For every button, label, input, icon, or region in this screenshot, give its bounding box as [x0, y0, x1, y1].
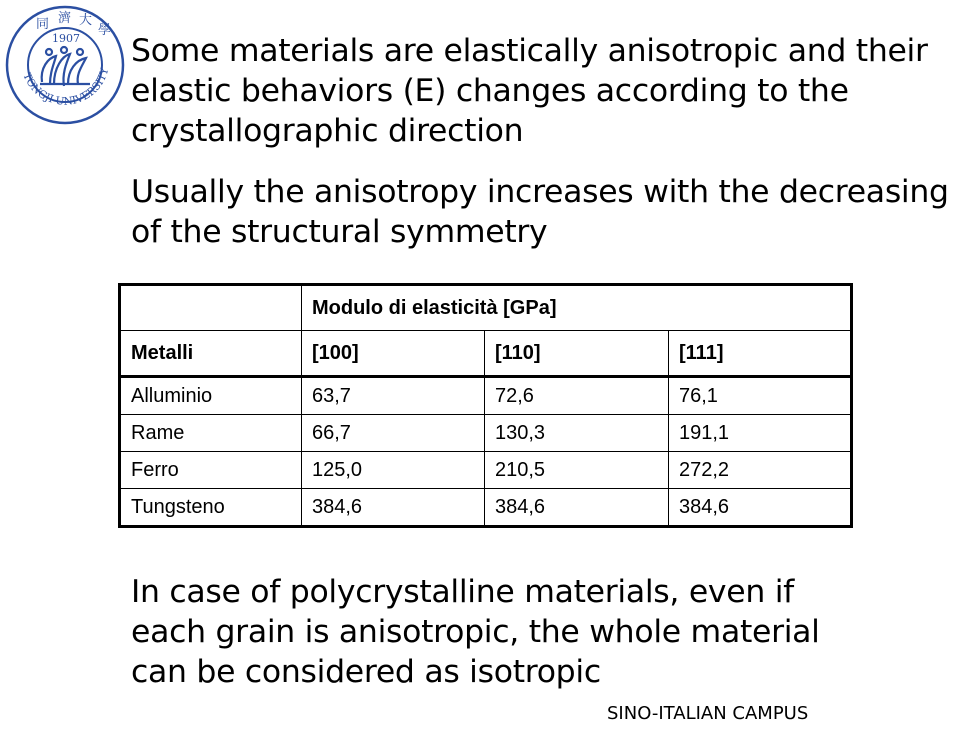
intro-paragraph — [131, 31, 928, 151]
table-cell: 125,0 — [302, 452, 485, 489]
logo-ring-text: TONGJI UNIVERSITY — [20, 66, 112, 108]
table-header-cell: [110] — [485, 331, 669, 377]
table-header-row — [120, 331, 852, 377]
table-header-cell: [111] — [669, 331, 852, 377]
text-line: crystallographic direction — [131, 113, 524, 149]
table-cell: 72,6 — [485, 377, 669, 415]
table-cell: 130,3 — [485, 415, 669, 452]
tongji-university-logo — [4, 4, 126, 126]
table-cell: 384,6 — [485, 489, 669, 527]
footer-campus-label: SINO-ITALIAN CAMPUS — [607, 703, 809, 724]
table-cell: 272,2 — [669, 452, 852, 489]
logo-char-1: 同 — [36, 17, 50, 32]
table-cell: 210,5 — [485, 452, 669, 489]
table-row — [120, 415, 852, 452]
text-line: of the structural symmetry — [131, 214, 548, 250]
table-group-header-row — [120, 285, 852, 331]
table-cell: 384,6 — [302, 489, 485, 527]
text-line: elastic behaviors (E) changes according to the — [131, 73, 849, 109]
table-header-cell: Metalli — [120, 331, 302, 377]
logo-char-4: 學 — [98, 23, 112, 38]
logo-char-3: 大 — [79, 13, 93, 28]
logo-emblem-icon — [40, 47, 90, 86]
table-group-header: Modulo di elasticità [GPa] — [302, 285, 852, 331]
text-line: can be considered as isotropic — [131, 654, 601, 690]
table-cell: 66,7 — [302, 415, 485, 452]
text-line: Some materials are elastically anisotropic and their — [131, 33, 928, 69]
table-cell: Ferro — [120, 452, 302, 489]
table-cell: 63,7 — [302, 377, 485, 415]
table-cell: Alluminio — [120, 377, 302, 415]
logo-char-2: 濟 — [58, 11, 72, 26]
table-cell: 191,1 — [669, 415, 852, 452]
table-row — [120, 377, 852, 415]
text-line: each grain is anisotropic, the whole material — [131, 614, 820, 650]
polycrystalline-paragraph — [131, 572, 820, 692]
text-line: In case of polycrystalline materials, even if — [131, 574, 794, 610]
table-row — [120, 452, 852, 489]
elastic-modulus-table — [118, 283, 853, 528]
table-cell: 76,1 — [669, 377, 852, 415]
table-cell: 384,6 — [669, 489, 852, 527]
table-cell: Tungsteno — [120, 489, 302, 527]
table-row — [120, 489, 852, 527]
text-line: Usually the anisotropy increases with the decreasing — [131, 174, 949, 210]
table-cell: Rame — [120, 415, 302, 452]
anisotropy-paragraph — [131, 172, 949, 252]
table-header-cell: [100] — [302, 331, 485, 377]
table-cell-empty — [120, 285, 302, 331]
logo-year: 1907 — [52, 32, 80, 45]
